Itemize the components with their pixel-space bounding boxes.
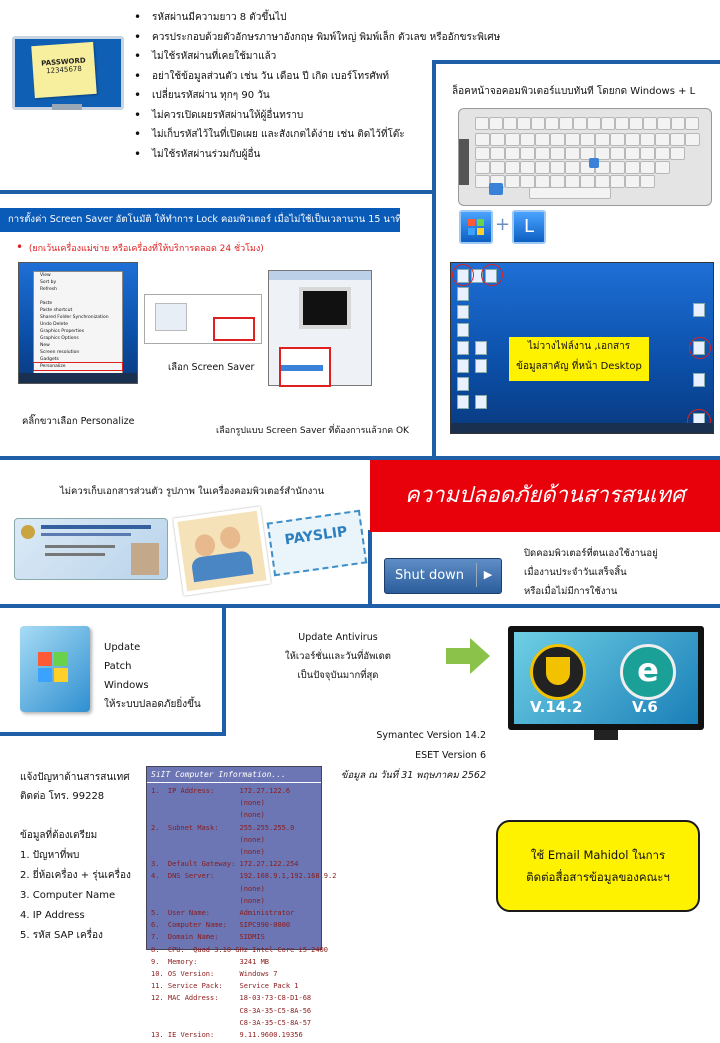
- email-line2: ติดต่อสื่อสารข้อมูลของคณะฯ: [526, 870, 670, 884]
- password-tip: • เปลี่ยนรหัสผ่าน ทุกๆ 90 วัน: [132, 86, 500, 106]
- context-menu-item[interactable]: View: [40, 273, 51, 278]
- keyboard-key: [535, 161, 550, 174]
- keyboard-key: [587, 117, 601, 130]
- payslip-label: PAYSLIP: [283, 523, 349, 549]
- system-info-line: 13. IE Version: 9.11.9600.19356: [151, 1031, 303, 1040]
- keyboard-key: [545, 117, 559, 130]
- screensaver-note: • (ยกเว้นเครื่องแม่ข่าย หรือเครื่องที่ให้บริการตลอด 24 ชั่วโมง): [16, 240, 264, 254]
- keyboard-key: [640, 175, 655, 188]
- screensaver-banner-text: การตั้งค่า Screen Saver อัตโนมัติ ให้ทำการ Lock คอมพิวเตอร์ เมื่อไม่ใช้เป็นเวลานาน 15 นาที: [8, 214, 402, 225]
- context-menu-item[interactable]: Gadgets: [40, 357, 59, 362]
- keyboard-illustration: [458, 108, 712, 206]
- keyboard-key: [685, 133, 700, 146]
- keyboard-key: [535, 147, 550, 160]
- keyboard-key: [505, 133, 520, 146]
- eset-logo: [620, 644, 676, 700]
- symantec-version-text: Symantec Version 14.2: [376, 730, 486, 741]
- step1-caption: คลิ๊กขวาเลือก Personalize: [22, 416, 135, 427]
- keyboard-key: [475, 147, 490, 160]
- documents-caption: ไม่ควรเก็บเอกสารส่วนตัว รูปภาพ ในเครื่องคอมพิวเตอร์สำนักงาน: [60, 486, 325, 497]
- keyboard-key: [490, 147, 505, 160]
- system-info-line: 11. Service Pack: Service Pack 1: [151, 982, 299, 991]
- keyboard-key: [490, 133, 505, 146]
- keyboard-key: [565, 133, 580, 146]
- system-info-line: 2. Subnet Mask: 255.255.255.0: [151, 823, 295, 832]
- keyboard-key: [625, 161, 640, 174]
- screensaver-settings-screenshot: [268, 270, 372, 386]
- shutdown-line1: ปิดคอมพิวเตอร์ที่ตนเองใช้งานอยู่: [524, 548, 658, 559]
- keyboard-key: [610, 133, 625, 146]
- password-tip: • ไม่ใช้รหัสผ่านที่เคยใช้มาแล้ว: [132, 47, 500, 67]
- contact-line1: แจ้งปัญหาด้านสารสนเทศ: [20, 772, 130, 783]
- keyboard-key: [475, 161, 490, 174]
- antivirus-monitor: [508, 626, 704, 730]
- keyboard-key: [685, 117, 699, 130]
- prep-item: 4. IP Address: [20, 910, 85, 921]
- prep-item: 2. ยี่ห้อเครื่อง + รุ่นเครื่อง: [20, 870, 131, 881]
- system-info-line: (none): [151, 835, 265, 844]
- desktop-screenshot: [450, 262, 714, 434]
- keyboard-key: [640, 147, 655, 160]
- system-info-line: 10. OS Version: Windows 7: [151, 970, 278, 979]
- l-key-icon: [512, 210, 546, 244]
- keyboard-key: [520, 161, 535, 174]
- eset-version-text: ESET Version 6: [415, 750, 486, 761]
- prep-item: 3. Computer Name: [20, 890, 116, 901]
- shutdown-line2: เมื่องานประจำวันเสร็จสิ้น: [524, 567, 627, 578]
- context-menu-item[interactable]: Personalize: [34, 363, 122, 370]
- keyboard-key: [565, 147, 580, 160]
- system-info-line: C8-3A-35-C5-8A-56: [151, 1006, 312, 1015]
- system-info-line: (none): [151, 896, 265, 905]
- symantec-version-badge: V.14.2: [530, 698, 583, 716]
- system-info-line: C8-3A-35-C5-8A-57: [151, 1018, 312, 1027]
- system-info-title: SiIT Computer Information...: [147, 767, 321, 783]
- lock-caption: ล็อคหน้าจอคอมพิวเตอร์แบบทันที โดยกด Windows + L: [452, 86, 696, 97]
- context-menu-item[interactable]: Shared Folder Synchronization: [40, 315, 109, 320]
- prep-item: 5. รหัส SAP เครื่อง: [20, 930, 103, 941]
- password-note-value: 12345678: [45, 64, 83, 76]
- title-banner-text: ความปลอดภัยด้านสารสนเทศ: [405, 483, 685, 508]
- system-info-line: 6. Computer Name: SIPC990-0000: [151, 921, 291, 930]
- keyboard-key: [615, 117, 629, 130]
- keyboard-key: [671, 117, 685, 130]
- l-key-highlight: [589, 158, 599, 168]
- keyboard-key: [655, 147, 670, 160]
- divider: [0, 604, 720, 608]
- system-info-line: (none): [151, 884, 265, 893]
- keyboard-key: [625, 175, 640, 188]
- windows-box-icon: [20, 626, 90, 712]
- keyboard-key: [657, 117, 671, 130]
- system-info-line: (none): [151, 848, 265, 857]
- antivirus-line2: ให้เวอร์ชั่นและวันที่อัพเดต: [285, 651, 391, 662]
- password-tips-list: [132, 8, 500, 164]
- contact-text: [20, 768, 130, 806]
- update-line: Patch: [104, 661, 132, 672]
- password-tip: • ไม่ใช้รหัสผ่านร่วมกับผู้อื่น: [132, 145, 500, 165]
- password-tip: • ไม่ควรเปิดเผยรหัสผ่านให้ผู้อื่นทราบ: [132, 106, 500, 126]
- l-key-label: L: [523, 216, 535, 237]
- eset-version-badge: V.6: [632, 698, 658, 716]
- desktop-note-line2: ข้อมูลสาคัญ ที่หน้า Desktop: [516, 361, 642, 372]
- shutdown-line3: หรือเมื่อไม่มีการใช้งาน: [524, 586, 618, 597]
- password-tip: • ควรประกอบด้วยตัวอักษรภาษาอังกฤษ พิมพ์ใหญ่ พิมพ์เล็ก ตัวเลข หรืออักขระพิเศษ: [132, 28, 500, 48]
- keyboard-key: [629, 117, 643, 130]
- context-menu-item[interactable]: Paste: [40, 301, 53, 306]
- keyboard-key: [670, 147, 685, 160]
- system-info-line: 7. Domain Name: SIDMIS: [151, 933, 265, 942]
- password-tip: • ไม่เก็บรหัสไว้ในที่เปิดเผย และสังเกตได้ง่าย เช่น ติดไว้ที่โต๊ะ: [132, 125, 500, 145]
- keyboard-key: [550, 147, 565, 160]
- system-info-line: 3. Default Gateway: 172.27.122.254: [151, 860, 299, 869]
- keyboard-key: [505, 161, 520, 174]
- context-menu-item[interactable]: Screen resolution: [40, 350, 80, 355]
- keyboard-key: [475, 117, 489, 130]
- screensaver-banner: [0, 208, 400, 232]
- system-info-line: 1. IP Address: 172.27.122.6: [151, 787, 291, 795]
- keyboard-key: [655, 133, 670, 146]
- windows-key-icon: [459, 210, 493, 244]
- windows-key-highlight: [489, 183, 503, 195]
- keyboard-key: [655, 161, 670, 174]
- keyboard-key: [559, 117, 573, 130]
- keyboard-key: [610, 147, 625, 160]
- keyboard-key: [531, 117, 545, 130]
- keyboard-key: [601, 117, 615, 130]
- context-menu-item[interactable]: Undo Delete: [40, 322, 68, 327]
- monitor-stand: [52, 104, 82, 110]
- payslip-image: [267, 510, 368, 577]
- shutdown-arrow-icon: ▶: [476, 563, 499, 587]
- eset-logo-letter: e: [637, 651, 659, 689]
- system-info-line: 4. DNS Server: 192.168.9.1,192.168.9.2: [151, 872, 337, 881]
- context-menu-item[interactable]: Sort by: [40, 280, 57, 285]
- system-info-line: 8. CPU: Quad 3.10 GHz Intel Core i5-2400: [151, 945, 329, 954]
- plus-sign: +: [495, 214, 511, 235]
- keyboard-key: [489, 117, 503, 130]
- context-menu-item[interactable]: Graphics Properties: [40, 329, 85, 334]
- id-card-image: [14, 518, 168, 580]
- keyboard-key: [550, 161, 565, 174]
- prep-item: 1. ปัญหาที่พบ: [20, 850, 80, 861]
- antivirus-line3: เป็นปัจจุบันมากที่สุด: [297, 670, 379, 681]
- password-tip: • อย่าใช้ข้อมูลส่วนตัว เช่น วัน เดือน ปี เกิด เบอร์โทรศัพท์: [132, 67, 500, 87]
- context-menu-item[interactable]: [34, 293, 122, 300]
- keyboard-key: [535, 133, 550, 146]
- system-info-line: 9. Memory: 3241 MB: [151, 957, 270, 966]
- data-date-text: ข้อมูล ณ วันที่ 31 พฤษภาคม 2562: [340, 770, 486, 781]
- desktop-note-box: [509, 337, 649, 381]
- password-monitor-illustration: [12, 36, 124, 110]
- keyboard-key: [670, 133, 685, 146]
- shutdown-text: [524, 544, 658, 601]
- keyboard-key: [595, 133, 610, 146]
- update-line: Windows: [104, 680, 149, 691]
- system-info-panel: [146, 766, 337, 1040]
- family-photo-image: [173, 506, 271, 595]
- personalize-window-screenshot: [144, 294, 262, 344]
- keyboard-key: [640, 133, 655, 146]
- keyboard-key: [565, 161, 580, 174]
- monitor-stand: [594, 730, 618, 740]
- context-menu-item[interactable]: Refresh: [40, 287, 57, 292]
- keyboard-key: [475, 175, 490, 188]
- version-info: [340, 726, 486, 786]
- password-tip: • รหัสผ่านมีความยาว 8 ตัวขึ้นไป: [132, 8, 500, 28]
- right-arrow-icon: [446, 636, 490, 676]
- keyboard-key: [517, 117, 531, 130]
- divider: [0, 732, 226, 736]
- keyboard-key: [580, 133, 595, 146]
- context-menu-item[interactable]: Graphics Options: [40, 336, 79, 341]
- title-banner: [370, 460, 720, 532]
- keyboard-key: [520, 147, 535, 160]
- keyboard-key: [610, 175, 625, 188]
- spacebar-key: [529, 187, 611, 199]
- keyboard-key: [505, 147, 520, 160]
- keyboard-key: [573, 117, 587, 130]
- keyboard-key: [625, 147, 640, 160]
- keyboard-key: [550, 133, 565, 146]
- keyboard-key: [610, 161, 625, 174]
- desktop-note-line1: ไม่วางไฟล์งาน ,เอกสาร: [527, 341, 631, 352]
- password-sticky-note: [31, 42, 96, 98]
- keyboard-key: [490, 161, 505, 174]
- screensaver-note-text: (ยกเว้นเครื่องแม่ข่าย หรือเครื่องที่ให้บริการตลอด 24 ชั่วโมง): [28, 244, 264, 254]
- antivirus-line1: Update Antivirus: [298, 632, 378, 643]
- prep-list: [20, 826, 131, 946]
- step3-caption: เลือกรูปแบบ Screen Saver ที่ต้องการแล้วกด OK: [216, 426, 409, 436]
- system-info-line: (none): [151, 811, 265, 820]
- update-line: Update: [104, 642, 141, 653]
- keyboard-key: [520, 133, 535, 146]
- system-info-line: (none): [151, 799, 265, 808]
- email-box: [496, 820, 700, 912]
- system-info-line: 5. User Name: Administrator: [151, 909, 295, 918]
- divider: [0, 190, 432, 194]
- context-menu-item[interactable]: New: [40, 343, 50, 348]
- keyboard-key: [640, 161, 655, 174]
- email-line1: ใช้ Email Mahidol ในการ: [530, 848, 666, 862]
- shutdown-button-label: Shut down: [395, 568, 465, 583]
- keyboard-key: [643, 117, 657, 130]
- divider: [222, 604, 226, 736]
- password-note-label: PASSWORD: [40, 56, 86, 68]
- symantec-logo: [530, 644, 586, 700]
- prep-title: ข้อมูลที่ต้องเตรียม: [20, 830, 98, 841]
- step2-caption: เลือก Screen Saver: [168, 362, 255, 373]
- contact-line2: ติดต่อ โทร. 99228: [20, 791, 105, 802]
- shutdown-button[interactable]: [384, 558, 502, 594]
- keyboard-key: [475, 133, 490, 146]
- keyboard-key: [503, 117, 517, 130]
- update-text: [104, 638, 201, 714]
- system-info-line: 12. MAC Address: 18-03-73-C8-D1-68: [151, 994, 312, 1003]
- antivirus-text: [285, 628, 391, 685]
- keyboard-key: [625, 133, 640, 146]
- right-click-menu-screenshot: [18, 262, 138, 384]
- divider: [368, 530, 372, 606]
- keyboard-key: [505, 175, 520, 188]
- update-line: ให้ระบบปลอดภัยยิ่งขึ้น: [104, 699, 201, 710]
- context-menu-item[interactable]: Paste shortcut: [40, 308, 73, 313]
